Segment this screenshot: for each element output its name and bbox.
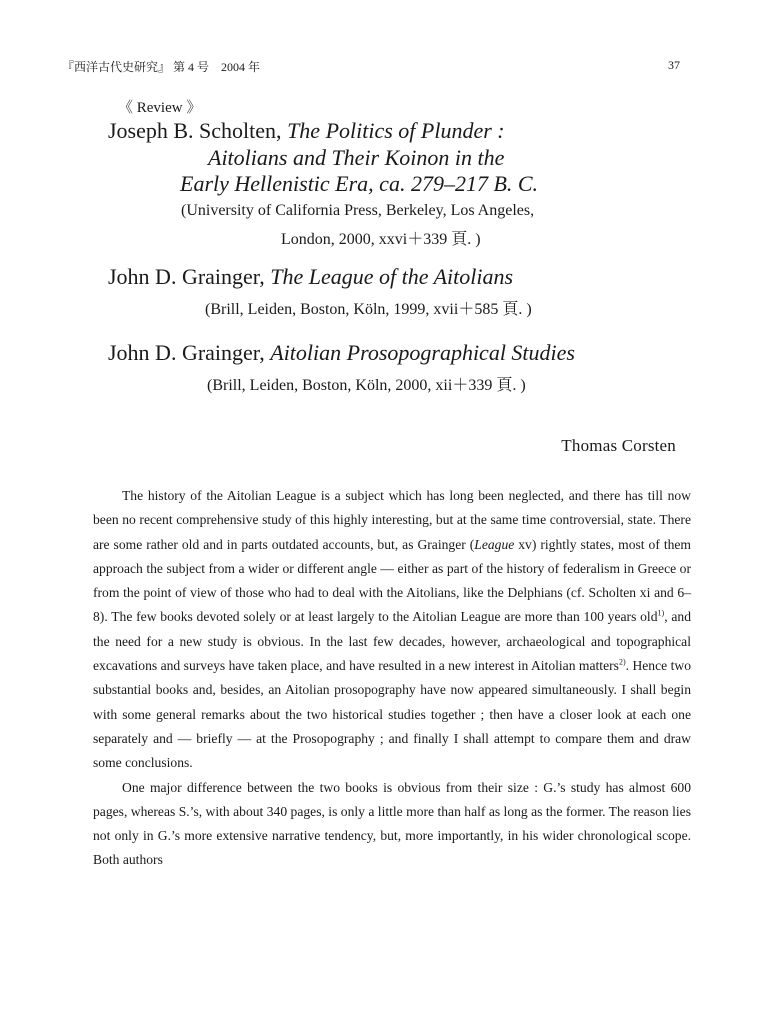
book-publication: London, 2000, xxvi＋339 頁. ) — [281, 231, 481, 248]
book-publication: (Brill, Leiden, Boston, Köln, 1999, xvii＋585 頁. ) — [205, 301, 532, 318]
book-author: John D. Grainger, — [108, 340, 271, 365]
footnote-ref: 1) — [657, 608, 665, 618]
book-author: Joseph B. Scholten, — [108, 118, 288, 143]
book-title-continued: Early Hellenistic Era, ca. 279–217 B. C. — [180, 171, 539, 196]
review-label: 《 Review 》 — [118, 100, 202, 116]
paragraph: One major difference between the two books is obvious from their size : G.’s study has almost 600 pages, whereas S.’s, with about 340 pages, is only a little more than half as long as the former. The reason lies not only in G.’s more extensive narrative tendency, but, more importantly, in his wider chronological scope. Both authors — [93, 779, 691, 868]
book-publication: (University of California Press, Berkeley, Los Angeles, — [181, 202, 535, 219]
book-publication: (Brill, Leiden, Boston, Köln, 2000, xii＋339 頁. ) — [207, 377, 526, 394]
book-author: John D. Grainger, — [108, 264, 271, 289]
journal-title: 『西洋古代史研究』 第 4 号 2004 年 — [62, 60, 261, 74]
book-title: Aitolian Prosopographical Studies — [270, 340, 575, 365]
book-title: The Politics of Plunder : — [287, 118, 505, 143]
cited-title: League — [474, 536, 515, 552]
footnote-ref: 2) — [618, 657, 626, 667]
page-number: 37 — [668, 58, 680, 72]
book-title-continued: Aitolians and Their Koinon in the — [208, 145, 505, 170]
paragraph: The history of the Aitolian League is a subject which has long been neglected, and there has till now been no recent comprehensive study of this highly interesting, but at the same time controversial, state. There are some rather old and in parts outdated accounts, but, as Grainger (League xv) rightly states, most of them approach the subject from a wider or different angle — either as part of the history of federalism in Greece or from the point of view of those who had to deal with the Aitolians, like the Delphians (cf. Scholten xi and 6–8). The few books devoted solely or at least largely to the Aitolian League are more than 100 years old$^{1)}$, and the need for a new study is obvious. In the last few decades, however, archaeological and topographical excavations and surveys have taken place, and have resulted in a new interest in Aitolian matters$^{2)}$. Hence two substantial books and, besides, an Aitolian prosopography have now appeared simultaneously. I shall begin with some general remarks about the two historical studies together ; then have a closer look at each one separately and — briefly — at the Prosopography ; and finally I shall attempt to compare them and draw some conclusions. — [93, 488, 691, 771]
reviewer-name: Thomas Corsten — [561, 436, 676, 455]
review-body — [93, 484, 691, 873]
book-title: The League of the Aitolians — [270, 264, 514, 289]
